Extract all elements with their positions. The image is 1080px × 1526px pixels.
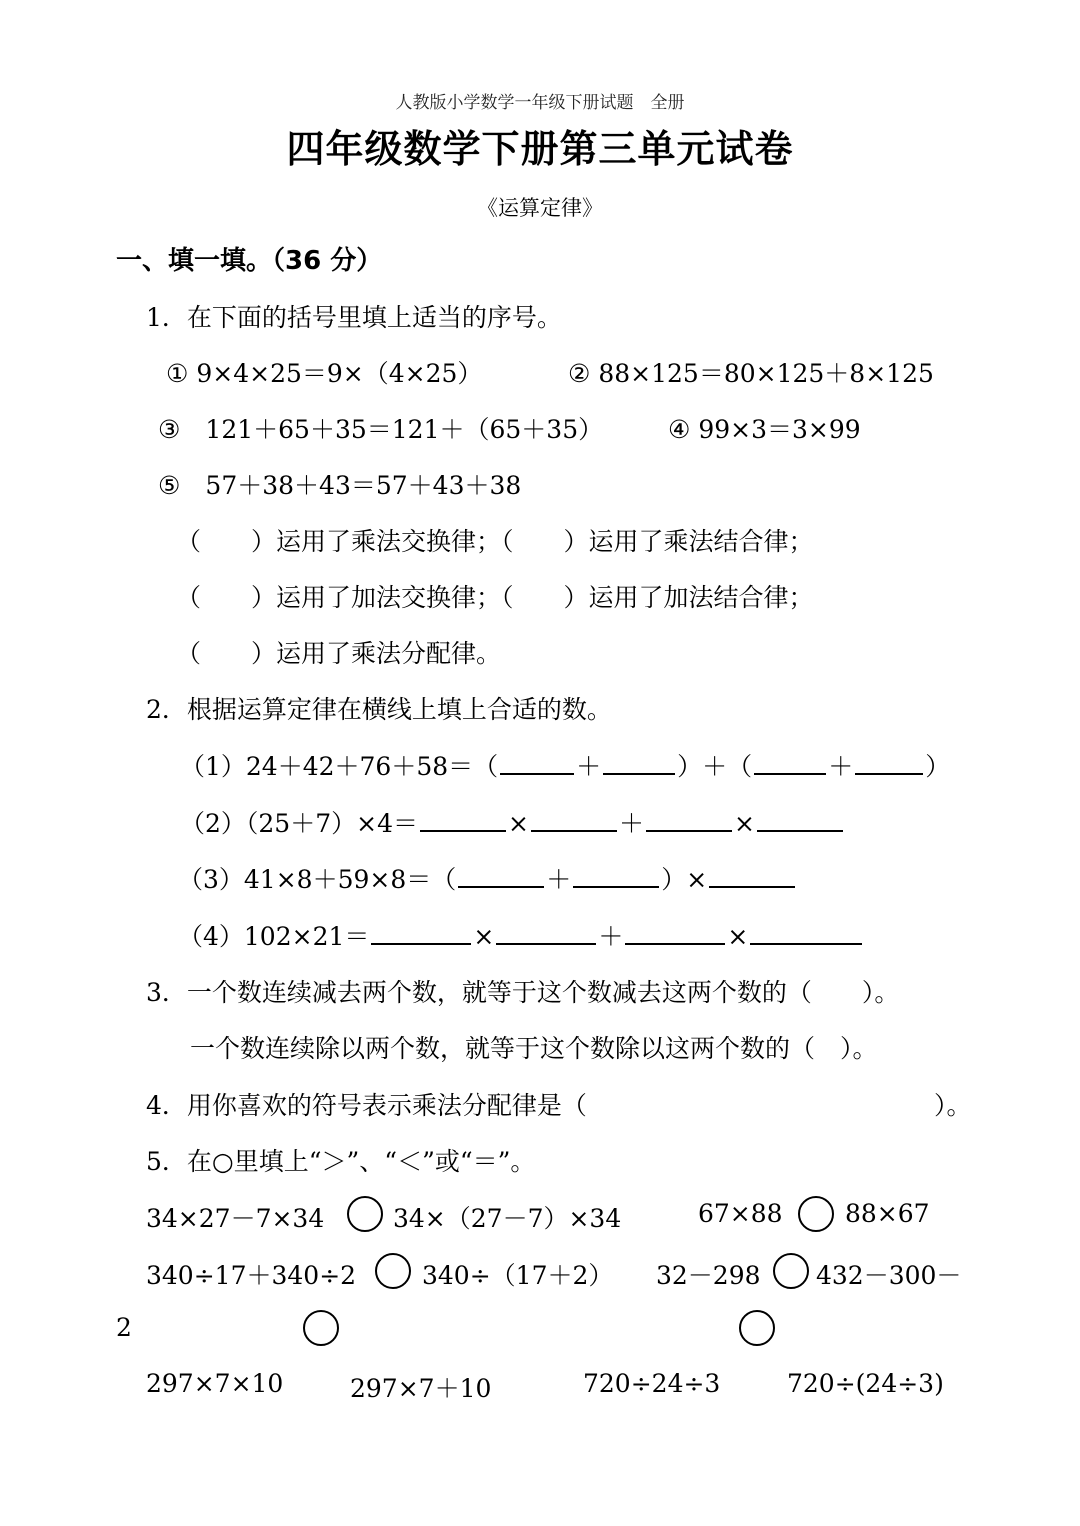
q2-p2-text-c: ＋	[618, 809, 644, 838]
answer-blank[interactable]	[646, 808, 732, 832]
q2-p2-text-b: ×	[507, 809, 529, 838]
equation-3: ③ 121＋65＋35＝121＋（65＋35）	[158, 415, 604, 444]
answer-blank[interactable]	[754, 751, 826, 775]
answer-blank[interactable]	[625, 921, 725, 945]
q2-p4-text-b: ×	[473, 922, 495, 951]
answer-blank[interactable]	[371, 921, 471, 945]
answer-blank[interactable]	[458, 864, 544, 888]
section-heading: 一、填一填。（36 分）	[116, 246, 383, 276]
q2-p3-text-c: ）×	[661, 865, 708, 894]
answer-blank[interactable]	[531, 808, 617, 832]
compare-3-left: 340÷17＋340÷2	[146, 1261, 357, 1290]
compare-6-left: 720÷24÷3	[583, 1369, 721, 1398]
compare-circle-3[interactable]	[375, 1253, 411, 1289]
q2-p4-text-a: （4）102×21＝	[178, 922, 370, 951]
answer-blank[interactable]	[500, 751, 574, 775]
law-line-2: （ ）运用了加法交换律；（ ）运用了加法结合律；	[176, 583, 814, 612]
answer-blank[interactable]	[420, 808, 506, 832]
compare-5-left: 297×7×10	[146, 1369, 284, 1398]
page-header: 人教版小学数学一年级下册试题 全册	[395, 93, 685, 113]
page-subtitle: 《运算定律》	[477, 196, 603, 220]
compare-circle-1[interactable]	[347, 1196, 383, 1232]
answer-blank[interactable]	[757, 808, 843, 832]
q2-p1-text-b: ＋	[576, 752, 602, 781]
q2-part-3	[178, 860, 797, 896]
equation-5: ⑤ 57＋38＋43＝57＋43＋38	[158, 471, 522, 500]
answer-blank[interactable]	[855, 751, 923, 775]
compare-1-right: 34×（27－7）×34	[393, 1204, 622, 1233]
answer-blank[interactable]	[750, 921, 862, 945]
answer-blank[interactable]	[496, 921, 596, 945]
question-4-end: ）。	[934, 1091, 972, 1120]
equation-4: ④ 99×3＝3×99	[668, 415, 861, 444]
compare-1-left: 34×27－7×34	[146, 1204, 325, 1233]
compare-2-left: 67×88	[698, 1199, 783, 1228]
q2-p1-text-c: ）＋（	[677, 752, 753, 781]
q2-part-4	[178, 917, 864, 953]
question-3-line-1: 3．一个数连续减去两个数，就等于这个数减去这两个数的（ ）。	[146, 978, 900, 1007]
law-line-3: （ ）运用了乘法分配律。	[176, 639, 502, 668]
q2-p1-text-d: ＋	[828, 752, 854, 781]
answer-blank[interactable]	[603, 751, 675, 775]
compare-4-right: 432－300－	[816, 1261, 962, 1290]
question-3-line-2: 一个数连续除以两个数，就等于这个数除以这两个数的（ ）。	[190, 1034, 878, 1063]
compare-5-right: 297×7＋10	[350, 1374, 492, 1403]
compare-3-right: 340÷（17＋2）	[422, 1261, 614, 1290]
compare-4-wrap: 2	[116, 1313, 132, 1342]
question-2-stem: 2．根据运算定律在横线上填上合适的数。	[146, 695, 612, 724]
compare-6-right: 720÷(24÷3)	[787, 1369, 944, 1398]
q2-p2-text-d: ×	[733, 809, 755, 838]
equation-2: ② 88×125＝80×125＋8×125	[568, 359, 934, 388]
compare-2-right: 88×67	[845, 1199, 930, 1228]
q2-p4-text-d: ×	[727, 922, 749, 951]
q2-part-2	[180, 804, 845, 840]
compare-circle-6[interactable]	[739, 1310, 775, 1346]
law-line-1: （ ）运用了乘法交换律；（ ）运用了乘法结合律；	[176, 527, 814, 556]
q2-p4-text-c: ＋	[598, 922, 624, 951]
compare-4-left: 32－298	[656, 1261, 761, 1290]
q2-p3-text-b: ＋	[546, 865, 572, 894]
q2-p1-text-e: ）	[925, 752, 951, 781]
equation-1: ① 9×4×25＝9×（4×25）	[166, 359, 483, 388]
q2-p2-text-a: （2）（25＋7）×4＝	[180, 809, 418, 838]
q2-p1-text-a: （1）24＋42＋76＋58＝（	[180, 752, 499, 781]
answer-blank[interactable]	[709, 864, 795, 888]
page-title: 四年级数学下册第三单元试卷	[286, 127, 794, 171]
question-1-stem: 1．在下面的括号里填上适当的序号。	[146, 303, 562, 332]
compare-circle-4[interactable]	[773, 1253, 809, 1289]
question-4: 4．用你喜欢的符号表示乘法分配律是（	[146, 1091, 587, 1120]
compare-circle-5[interactable]	[303, 1310, 339, 1346]
question-5-stem: 5．在○里填上“＞”、“＜”或“＝”。	[146, 1147, 536, 1176]
q2-part-1	[180, 747, 950, 783]
answer-blank[interactable]	[573, 864, 659, 888]
compare-circle-2[interactable]	[798, 1196, 834, 1232]
q2-p3-text-a: （3）41×8＋59×8＝（	[178, 865, 457, 894]
